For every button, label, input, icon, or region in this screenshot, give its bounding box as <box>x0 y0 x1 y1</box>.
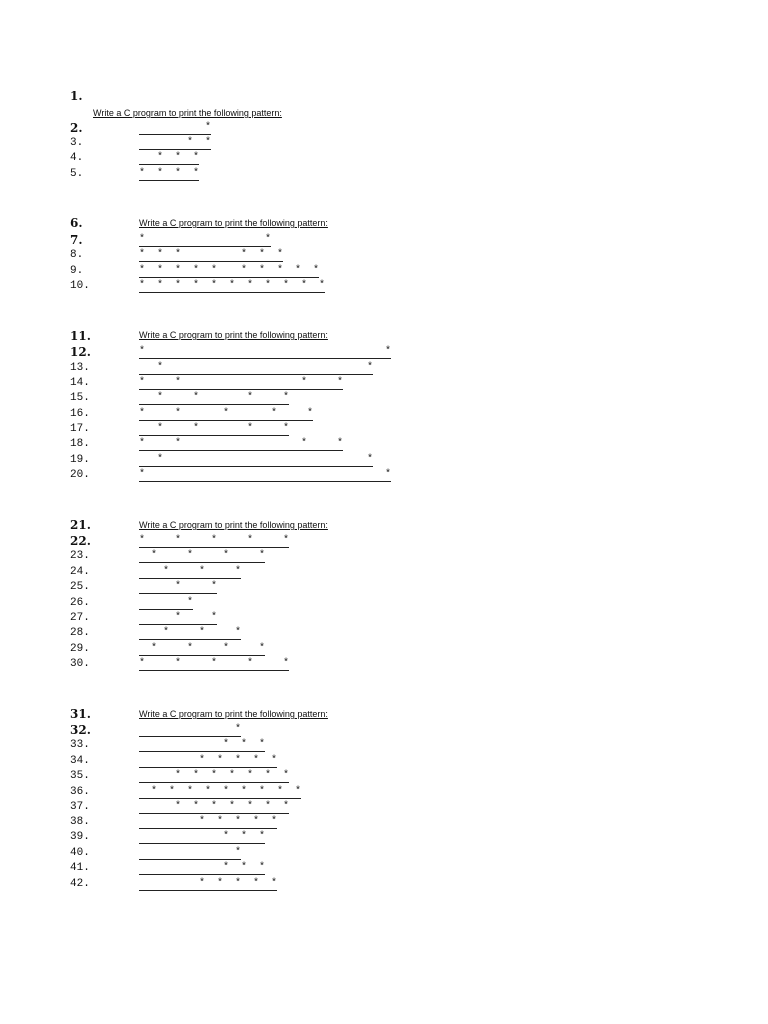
line-number: 26. <box>70 597 90 609</box>
star-pattern-row: * * * * * * * <box>139 770 290 781</box>
line-number: 31. <box>70 707 91 721</box>
star-pattern-row: * * * * * <box>139 658 290 669</box>
star-pattern-row: * * <box>139 469 392 480</box>
exercise-title: Write a C program to print the following pattern: <box>139 709 328 719</box>
line-number: 29. <box>70 643 90 655</box>
star-pattern-row: * * * * <box>139 423 290 434</box>
star-pattern-row: * * * * <box>139 392 290 403</box>
star-pattern-row: * * * * * * * * * * * <box>139 280 326 291</box>
line-number: 33. <box>70 739 90 751</box>
star-pattern-row: * * <box>139 454 374 465</box>
star-pattern-row: * * * <box>139 862 266 873</box>
star-pattern-row: * * * * * * * <box>139 801 290 812</box>
line-number: 20. <box>70 469 90 481</box>
line-number: 6. <box>70 216 83 230</box>
line-number: 2. <box>70 121 83 135</box>
exercise-title: Write a C program to print the following pattern: <box>139 218 328 228</box>
star-pattern-row: * * * * * <box>139 408 314 419</box>
exercise-title: Write a C program to print the following pattern: <box>139 520 328 530</box>
line-number: 41. <box>70 862 90 874</box>
exercise-title: Write a C program to print the following pattern: <box>93 108 282 118</box>
star-pattern-row: * * * * * <box>139 878 278 889</box>
star-pattern-row: * * <box>139 234 272 245</box>
star-pattern-row: * <box>139 724 242 735</box>
line-number: 5. <box>70 168 84 180</box>
line-number: 1. <box>70 89 83 103</box>
star-pattern-row: * * * <box>139 831 266 842</box>
star-pattern-row: * * * <box>139 627 242 638</box>
star-pattern-row: * * * <box>139 152 200 163</box>
line-number: 11. <box>70 329 91 343</box>
line-number: 39. <box>70 831 90 843</box>
line-number: 4. <box>70 152 84 164</box>
star-pattern-row: * * * * * <box>139 755 278 766</box>
star-pattern-row: * * * * <box>139 168 200 179</box>
line-number: 21. <box>70 518 91 532</box>
line-number: 3. <box>70 137 84 149</box>
line-number: 23. <box>70 550 90 562</box>
line-number: 32. <box>70 723 91 737</box>
line-number: 16. <box>70 408 90 420</box>
star-pattern-row: * * * * * * * * * <box>139 786 302 797</box>
line-number: 24. <box>70 566 90 578</box>
line-number: 8. <box>70 249 84 261</box>
star-pattern-row: * * <box>139 362 374 373</box>
star-pattern-row: * * <box>139 612 218 623</box>
line-number: 9. <box>70 265 84 277</box>
line-number: 27. <box>70 612 90 624</box>
star-pattern-row: * * * * * * <box>139 249 284 260</box>
line-number: 18. <box>70 438 90 450</box>
star-pattern-row: * * <box>139 581 218 592</box>
line-number: 35. <box>70 770 90 782</box>
line-number: 7. <box>70 233 83 247</box>
star-pattern-row: * <box>139 597 194 608</box>
star-pattern-row: * * * * <box>139 643 266 654</box>
line-number: 13. <box>70 362 90 374</box>
line-number: 42. <box>70 878 90 890</box>
line-number: 10. <box>70 280 90 292</box>
star-pattern-row: * * * * * <box>139 535 290 546</box>
line-number: 22. <box>70 534 91 548</box>
star-pattern-row: * * * * * <box>139 816 278 827</box>
line-number: 34. <box>70 755 90 767</box>
line-number: 30. <box>70 658 90 670</box>
line-number: 28. <box>70 627 90 639</box>
line-number: 38. <box>70 816 90 828</box>
line-number: 17. <box>70 423 90 435</box>
exercise-title: Write a C program to print the following pattern: <box>139 330 328 340</box>
line-number: 14. <box>70 377 90 389</box>
star-pattern-row: * * * * <box>139 377 344 388</box>
star-pattern-row: * * * <box>139 566 242 577</box>
line-number: 12. <box>70 345 91 359</box>
star-pattern-row: * * * * <box>139 550 266 561</box>
line-number: 25. <box>70 581 90 593</box>
star-pattern-row: * <box>139 847 242 858</box>
star-pattern-row: * * <box>139 137 212 148</box>
star-pattern-row: * * * * <box>139 438 344 449</box>
star-pattern-row: * * <box>139 346 392 357</box>
line-number: 15. <box>70 392 90 404</box>
line-number: 36. <box>70 786 90 798</box>
line-number: 19. <box>70 454 90 466</box>
star-pattern-row: * * * <box>139 739 266 750</box>
star-pattern-row: * * * * * * * * * * <box>139 265 320 276</box>
line-number: 40. <box>70 847 90 859</box>
star-pattern-row: * <box>139 122 212 133</box>
line-number: 37. <box>70 801 90 813</box>
